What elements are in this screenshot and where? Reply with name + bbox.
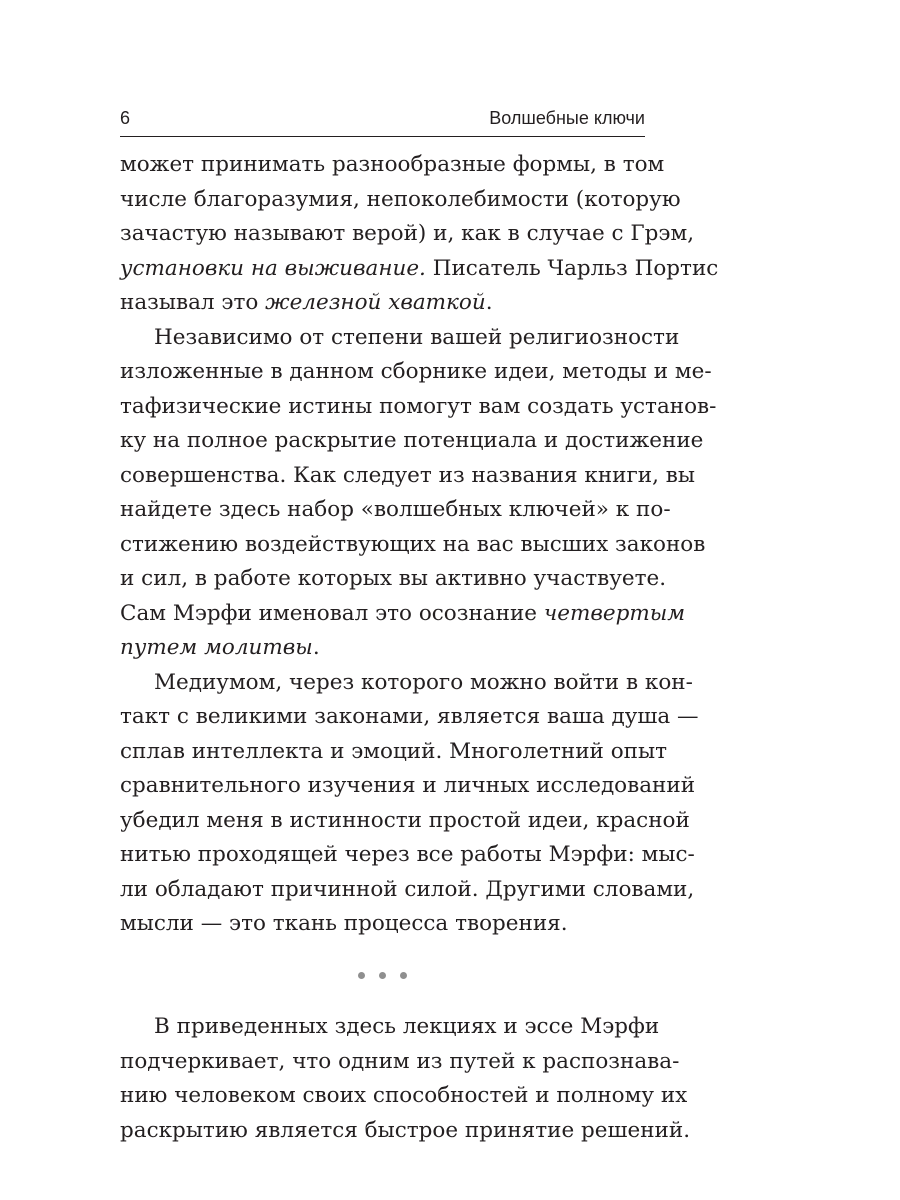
text-line: подчеркивает, что одним из путей к распознава- (120, 1048, 680, 1074)
text-line: В приведенных здесь лекциях и эссе Мэрфи (154, 1014, 660, 1039)
text-line: убедил меня в истинности простой идеи, красной (120, 807, 690, 833)
text-line: тафизические истины помогут вам создать установ- (120, 393, 717, 419)
text-line: нию человеком своих способностей и полному их (120, 1083, 688, 1108)
text-line: ли обладают причинной силой. Другими словами, (120, 876, 695, 902)
text-span: Писатель Чарльз Портис (425, 255, 719, 281)
text-line: стижению воздействующих на вас высших законов (120, 531, 706, 557)
text-line (120, 286, 645, 321)
text-line (120, 597, 686, 632)
page-header (120, 104, 645, 137)
text-line: мысли — это ткань процесса творения. (120, 911, 568, 936)
text-line: найдете здесь набор «волшебных ключей» к по- (120, 497, 671, 522)
italic-text: железной хваткой (265, 290, 486, 315)
text-line: числе благоразумия, непоколебимости (которую (120, 186, 681, 212)
text-line: сплав интеллекта и эмоций. Многолетний опыт (120, 738, 667, 764)
text-line: раскрытию является быстрое принятие решений. (120, 1117, 691, 1143)
paragraph (120, 321, 717, 666)
paragraph (120, 666, 699, 942)
italic-text: установки на выживание. (120, 255, 426, 281)
text-line (120, 252, 719, 287)
dot-ornament (379, 972, 386, 979)
text-line: сравнительного изучения и личных исследований (120, 773, 696, 798)
text-span: Сам Мэрфи именовал это осознание (120, 600, 544, 626)
italic-text: путем молитвы (120, 635, 313, 660)
dot-ornament (358, 972, 365, 979)
text-line: изложенные в данном сборнике идеи, методы и ме- (120, 359, 712, 384)
text-line: Медиумом, через которого можно войти в кон- (154, 669, 693, 695)
dot-ornament (400, 972, 407, 979)
italic-text: четвертым (543, 600, 686, 626)
body-text (120, 148, 719, 1148)
running-title: Волшебные ключи (489, 108, 645, 128)
text-line: такт с великими законами, является ваша душа — (120, 704, 699, 729)
text-line: Независимо от степени вашей религиозности (154, 324, 680, 350)
text-line: и сил, в работе которых вы активно участвуете. (120, 566, 667, 591)
page-number: 6 (120, 108, 131, 128)
section-break (120, 959, 645, 994)
text-line (120, 631, 645, 666)
text-line: ку на полное раскрытие потенциала и достижение (120, 428, 704, 453)
text-span: . (485, 290, 493, 315)
paragraph (120, 148, 719, 321)
text-span: . (312, 635, 320, 660)
paragraph (120, 1010, 691, 1148)
text-line: может принимать разнообразные формы, в том (120, 152, 665, 177)
text-line: зачастую называют верой) и, как в случае с Грэм, (120, 221, 695, 246)
text-line: совершенства. Как следует из названия книги, вы (120, 462, 695, 488)
text-span: называл это (120, 290, 266, 315)
text-line: нитью проходящей через все работы Мэрфи: мыс- (120, 842, 695, 867)
